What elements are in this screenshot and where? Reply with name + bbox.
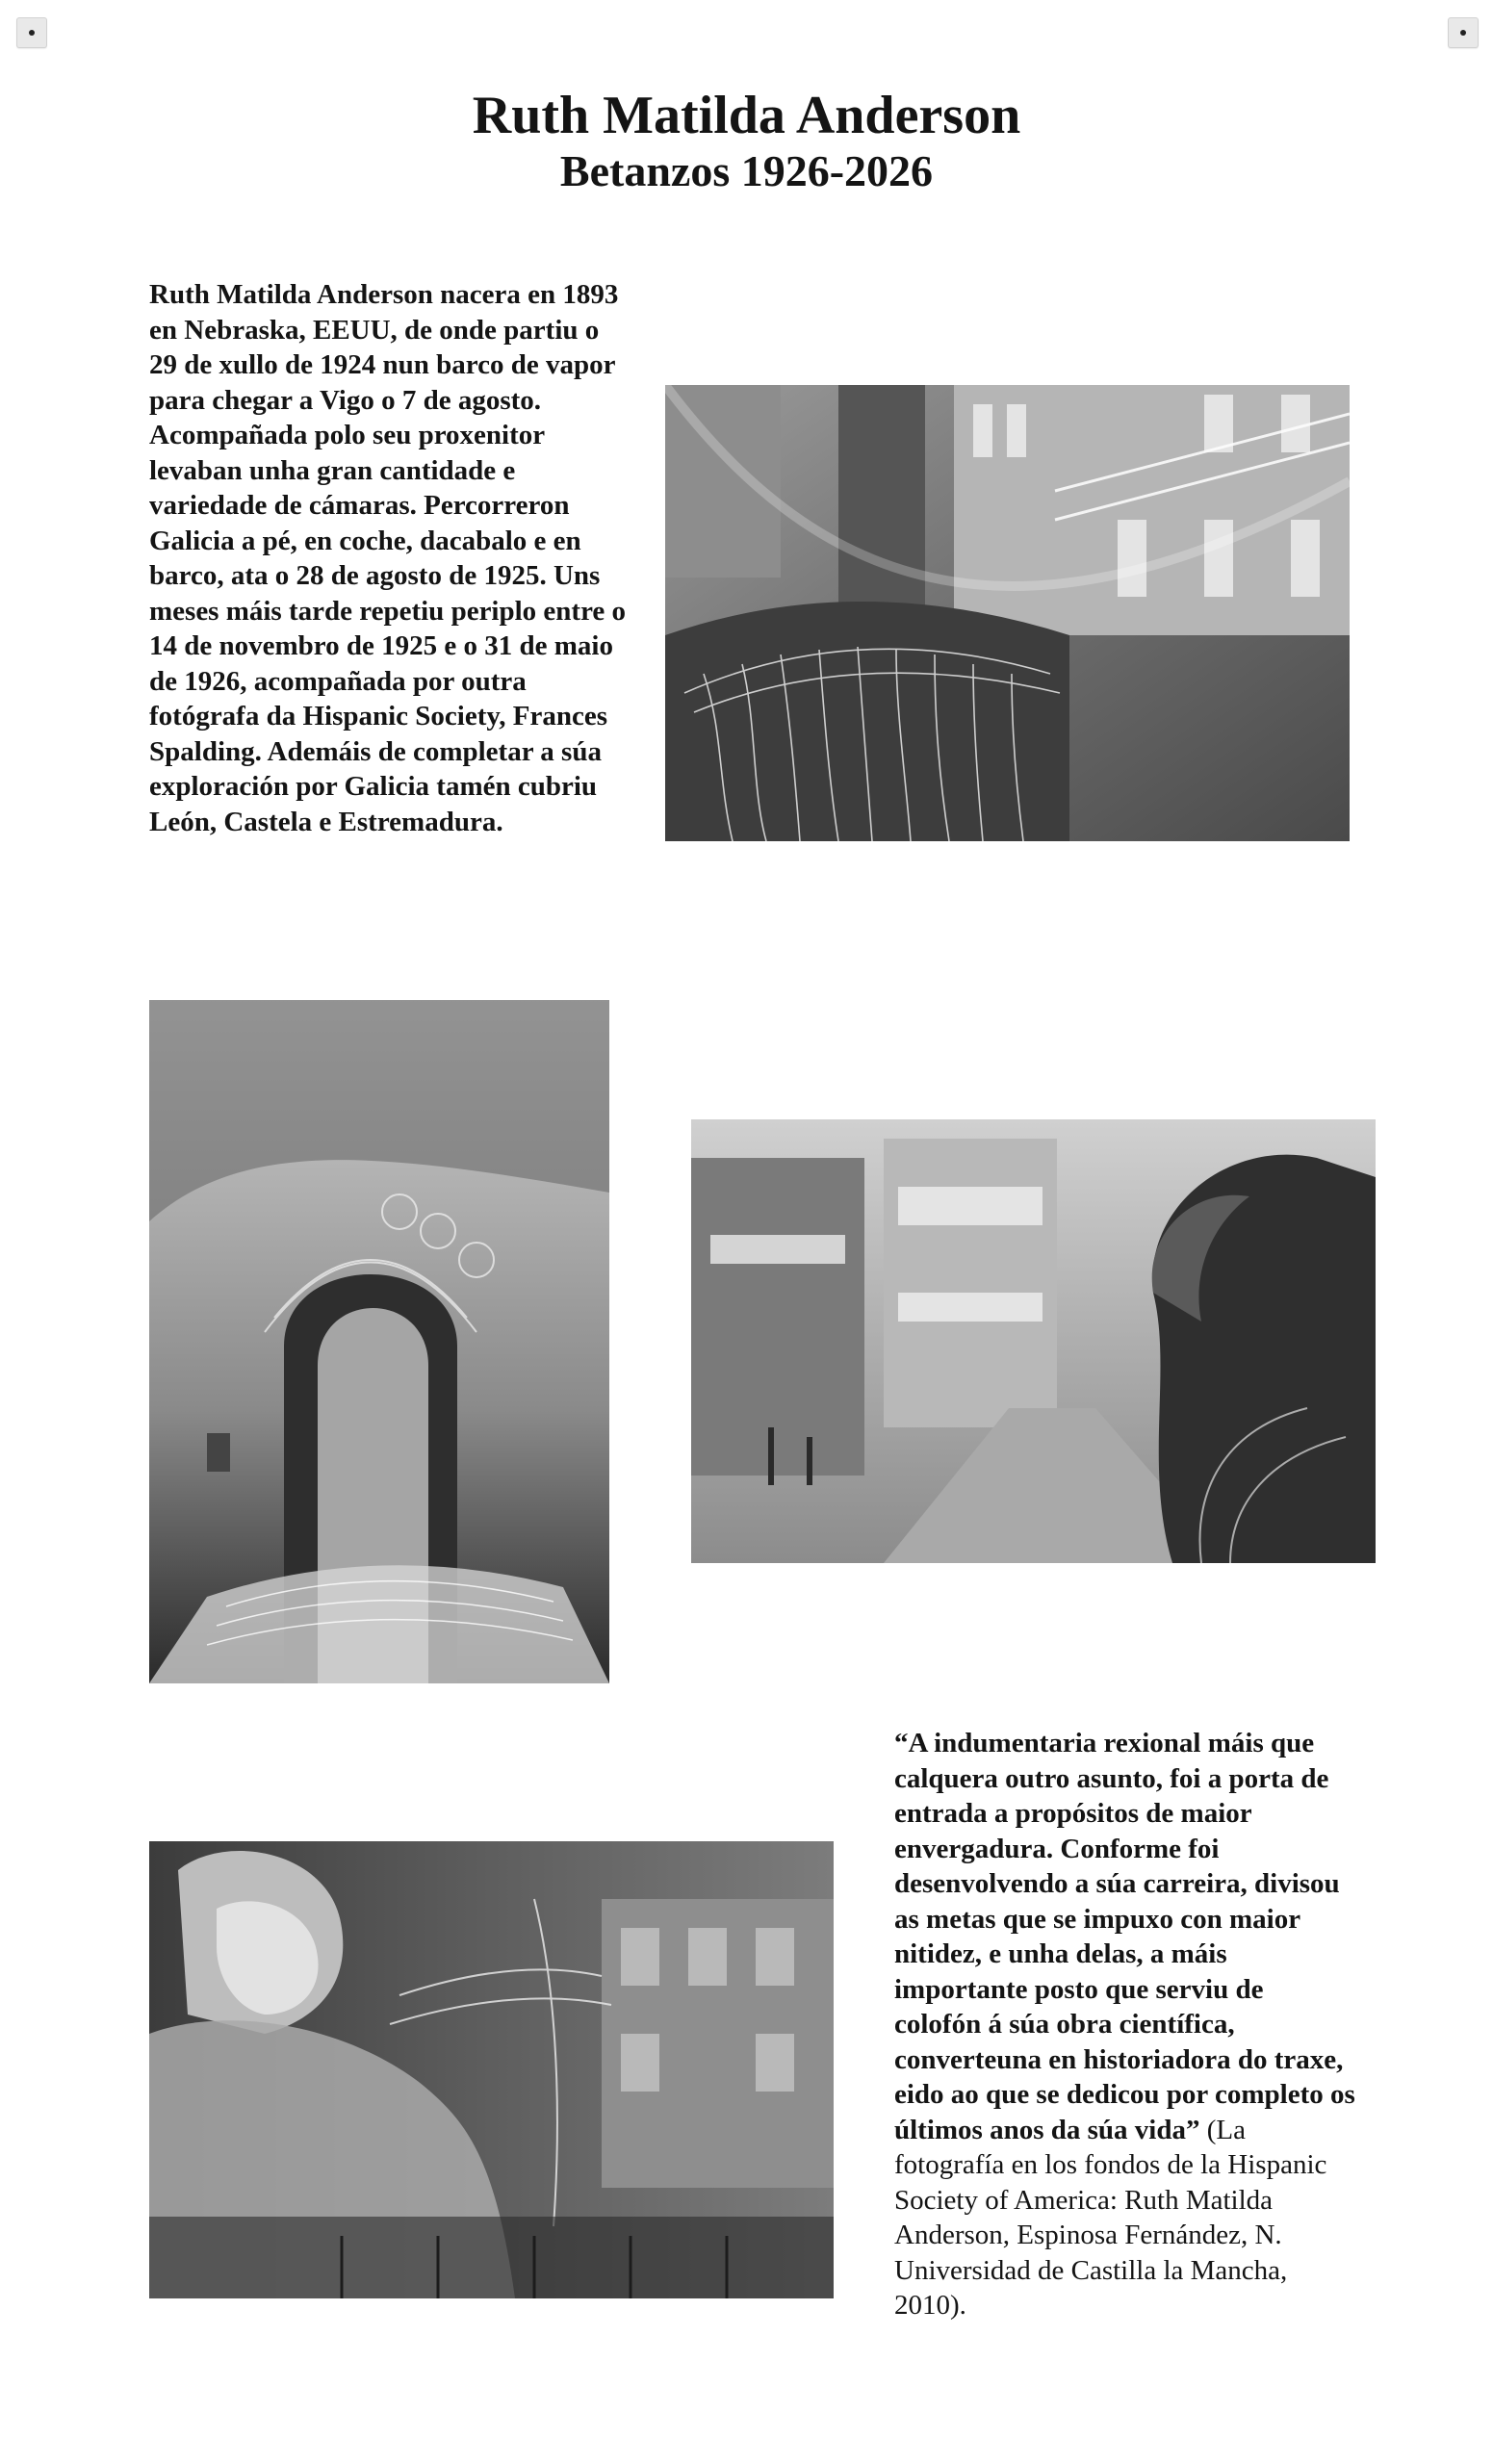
intro-paragraph: Ruth Matilda Anderson nacera en 1893 en Nebraska, EEUU, de onde partiu o 29 de xullo de 1924 nun barco de vapor para chegar a Vigo o 7 de agosto. Acompañada polo seu proxenitor levaban unha gran cantidade e variedade de cámaras. Percorreron Galicia a pé, en coche, dacabalo e en barco, ata o 28 de agosto de 1925. Uns meses máis tarde repetiu periplo entre o 14 de novembro de 1925 e o 31 de maio de 1926, acompañada por outra fotógrafa da Hispanic Society, Frances Spalding. Ademáis de completar a súa exploración por Galicia tamén cubriu León, Castela e Estremadura. — [149, 279, 627, 837]
photo-balconies-lace — [665, 385, 1350, 841]
photo-street-portrait — [691, 1119, 1376, 1563]
quote-paragraph — [894, 1726, 1356, 2323]
corner-button-left[interactable] — [16, 17, 47, 48]
quote-citation: (La fotografía en los fondos de la Hispanic Society of America: Ruth Matilda Anderson, Espinosa Fernández, N. Universidad de Castilla la Mancha, 2010). — [894, 2114, 1327, 2321]
photo-archway-lace — [149, 1000, 609, 1683]
corner-button-right[interactable] — [1448, 17, 1479, 48]
dot-icon — [29, 30, 35, 36]
quote-text: “A indumentaria rexional máis que calquera outro asunto, foi a porta de entrada a propósitos de maior envergadura. Conforme foi desenvolvendo a súa carreira, divisou as metas que se impuxo con maior nitidez, e unha delas, a máis importante posto que serviu de colofón á súa obra científica, converteuna en historiadora do traxe, eido ao que se dedicou por completo os últimos anos da súa vida” — [894, 1728, 1355, 2145]
page-subtitle: Betanzos 1926-2026 — [559, 146, 934, 196]
dot-icon — [1460, 30, 1466, 36]
title-block — [0, 85, 1493, 197]
photo-woman-headscarf — [149, 1841, 834, 2298]
page-title: Ruth Matilda Anderson — [472, 86, 1021, 145]
